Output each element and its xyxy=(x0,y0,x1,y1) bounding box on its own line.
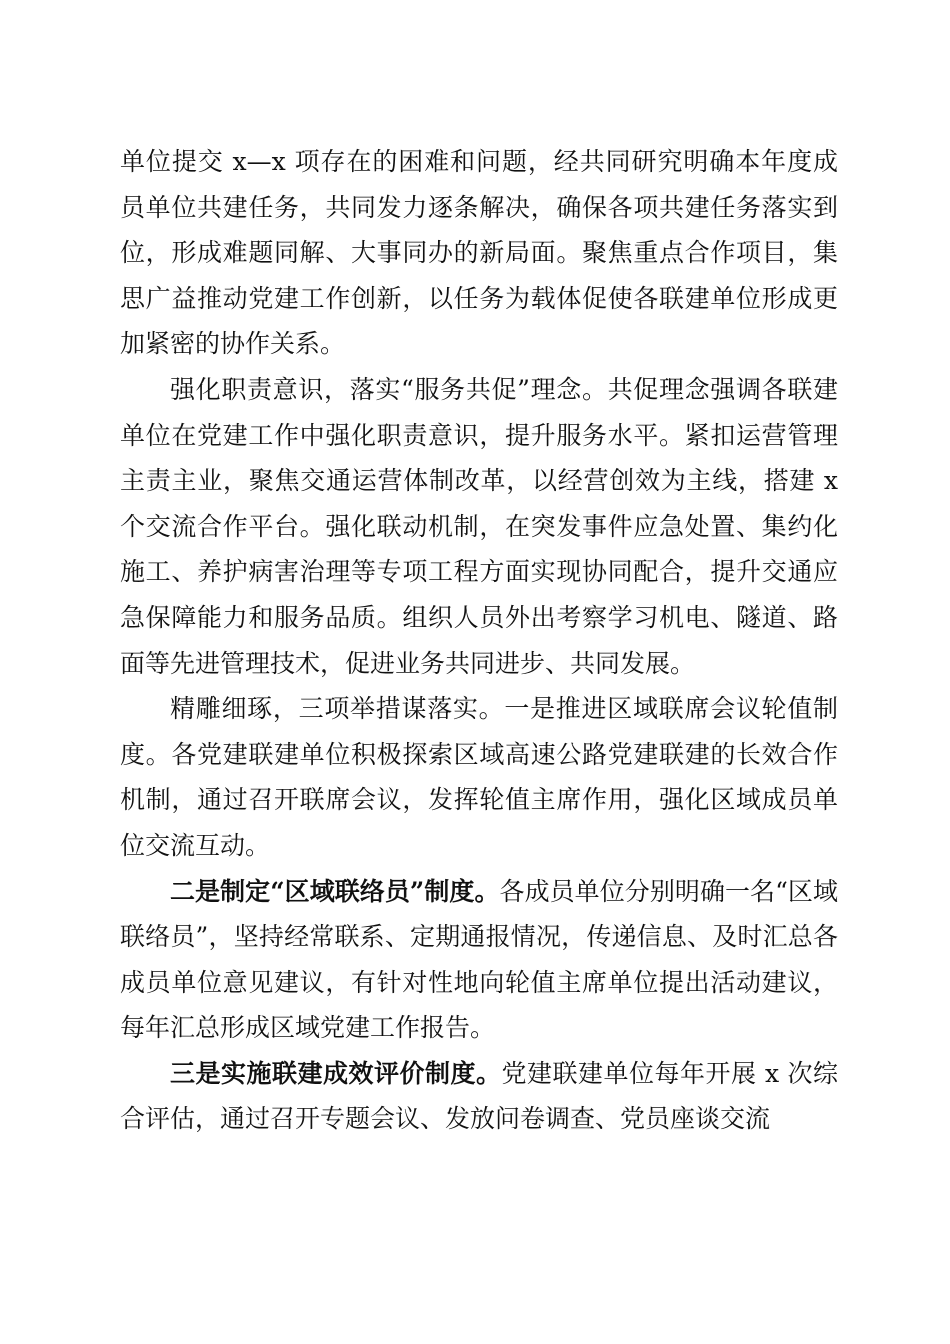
paragraph-evaluation-body: 党建联建单位每年开展 x 次综合评估，通过召开专题会议、发放问卷调查、党员座谈交流 xyxy=(120,1058,838,1134)
paragraph-service-promotion: 强化职责意识，落实“服务共促”理念。共促理念强调各联建单位在党建工作中强化职责意识，提升服务水平。紧扣运营管理主责主业，聚焦交通运营体制改革，以经营创效为主线，搭建 x 个交流合作平台。强化联动机制，在突发事件应急处置、集约化施工、养护病害治理等专项工程方面实现协同配合，提升交通应急保障能力和服务品质。组织人员外出考察学习机电、隧道、路面等先进管理技术，促进业务共同进步、共同发展。 xyxy=(120,374,838,678)
paragraph-evaluation-lead: 三是实施联建成效评价制度。 xyxy=(170,1058,502,1088)
paragraph-three-measures: 精雕细琢，三项举措谋落实。一是推进区域联席会议轮值制度。各党建联建单位积极探索区域高速公路党建联建的长效合作机制，通过召开联席会议，发挥轮值主席作用，强化区域成员单位交流互动。 xyxy=(120,694,838,860)
paragraph-liaison-body: 各成员单位分别明确一名“区域联络员”，坚持经常联系、定期通报情况，传递信息、及时汇总各成员单位意见建议，有针对性地向轮值主席单位提出活动建议，每年汇总形成区域党建工作报告。 xyxy=(120,876,838,1043)
paragraph-liaison-system xyxy=(120,869,838,1051)
paragraph-continuation: 单位提交 x—x 项存在的困难和问题，经共同研究明确本年度成员单位共建任务，共同发力逐条解决，确保各项共建任务落实到位，形成难题同解、大事同办的新局面。聚焦重点合作项目，集思广益推动党建工作创新，以任务为载体促使各联建单位形成更加紧密的协作关系。 xyxy=(120,147,838,359)
document-body xyxy=(120,139,838,1142)
paragraph-evaluation-system xyxy=(120,1051,838,1142)
paragraph-liaison-lead: 二是制定“区域联络员”制度。 xyxy=(170,876,500,906)
